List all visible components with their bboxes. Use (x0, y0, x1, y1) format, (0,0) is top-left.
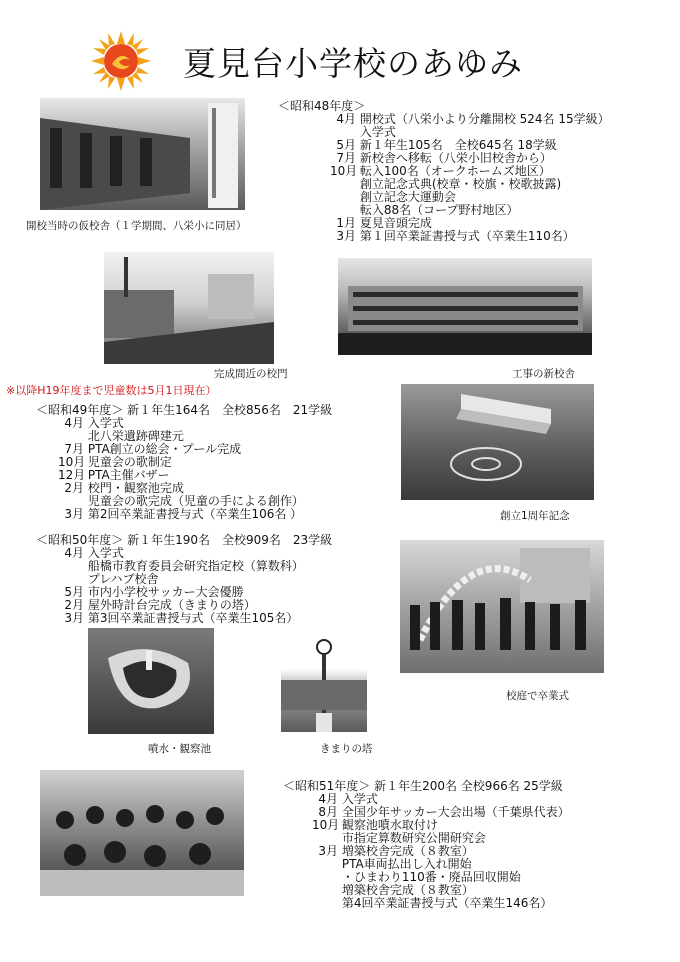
event: 児童会の歌制定 (87, 455, 172, 469)
month: 4月 (64, 546, 84, 560)
month: 5月 (336, 138, 356, 152)
month: 3月 (318, 844, 338, 858)
month: 2月 (64, 598, 84, 612)
event: 新校舎へ移転（八栄小旧校舎から） (359, 151, 552, 165)
event: 入学式 (87, 546, 124, 560)
month: 7月 (336, 151, 356, 165)
event: 夏見音頭完成 (359, 216, 432, 230)
event: 入学式 (87, 416, 124, 430)
caption-fountain-pond: 噴水・観察池 (148, 743, 211, 755)
photo-rules-tower (281, 635, 367, 732)
event: 市内小学校サッカー大会優勝 (87, 585, 244, 599)
month: 5月 (64, 585, 84, 599)
photo-construction (338, 258, 592, 355)
month: 3月 (64, 611, 84, 625)
event: 観察池噴水取付け (341, 818, 438, 832)
timeline-row (330, 230, 575, 243)
month: 1月 (336, 216, 356, 230)
photo-classroom (40, 770, 244, 896)
month: 10月 (312, 818, 340, 832)
event: 市指定算数研究公開研究会 (341, 831, 486, 845)
month: 3月 (336, 229, 356, 243)
caption-temporary-building: 開校当時の仮校舎（１学期間、八栄小に同居） (26, 220, 247, 232)
event: 全国少年サッカー大会出場（千葉県代表） (341, 805, 570, 819)
month: 4月 (336, 112, 356, 126)
photo-school-gate (104, 252, 274, 364)
s48-header-text: ＜昭和48年度＞ (278, 99, 366, 113)
event: 北八栄遺跡碑建元 (87, 429, 184, 443)
photo-graduation-schoolyard (400, 540, 604, 673)
month: 10月 (58, 455, 86, 469)
event: 増築校舎完成（８教室） (341, 844, 474, 858)
event: PTA創立の総会・プール完成 (87, 442, 242, 456)
timeline-row (58, 508, 302, 521)
photo-temporary-building (40, 98, 245, 210)
s51-header-text: ＜昭和51年度＞ 新１年生200名 全校966名 25学級 (283, 779, 563, 793)
event: 増築校舎完成（８教室） (341, 883, 474, 897)
event: 創立記念大運動会 (359, 190, 456, 204)
photo-first-anniversary (401, 384, 594, 500)
event: 第2回卒業証書授与式（卒業生106名 ） (87, 507, 303, 521)
event: 転入88名（コープ野村地区） (359, 203, 519, 217)
month: 4月 (318, 792, 338, 806)
caption-first-anniversary: 創立1周年記念 (500, 510, 570, 522)
event: ・ひまわり110番・廃品回収開始 (341, 870, 521, 884)
event: 第3回卒業証書授与式（卒業生105名） (87, 611, 299, 625)
s49-header-text: ＜昭和49年度＞ 新１年生164名 全校856名 21学級 (36, 403, 333, 417)
event: 校門・観察池完成 (87, 481, 184, 495)
month: 7月 (64, 442, 84, 456)
event: 新１年生105名 全校645名 18学級 (359, 138, 557, 152)
month: 3月 (64, 507, 84, 521)
event: PTA主催バザー (87, 468, 170, 482)
month: 4月 (64, 416, 84, 430)
event: 船橋市教育委員会研究指定校（算数科） (87, 559, 304, 573)
enrollment-note: ※以降H19年度まで児童数は5月1日現在） (6, 384, 217, 397)
timeline-row (312, 897, 552, 910)
month: 2月 (64, 481, 84, 495)
event: 第4回卒業証書授与式（卒業生146名） (341, 896, 553, 910)
caption-graduation-schoolyard: 校庭で卒業式 (506, 690, 569, 702)
month: 12月 (58, 468, 86, 482)
event: 転入100名（オークホームズ地区） (359, 164, 551, 178)
event: 入学式 (359, 125, 396, 139)
month: 8月 (318, 805, 338, 819)
photo-fountain-pond (88, 628, 214, 734)
timeline-row (58, 612, 298, 625)
month: 10月 (330, 164, 358, 178)
event: PTA車両払出し入れ開始 (341, 857, 472, 871)
event: プレハブ校舎 (87, 572, 159, 586)
event: 児童会の歌完成（児童の手による創作） (87, 494, 304, 508)
s50-header-text: ＜昭和50年度＞ 新１年生190名 全校909名 23学級 (36, 533, 333, 547)
event: 開校式（八栄小より分離開校 524名 15学級） (359, 112, 610, 126)
caption-school-gate: 完成間近の校門 (214, 368, 288, 380)
caption-rules-tower: きまりの塔 (320, 743, 373, 755)
event: 屋外時計台完成（きまりの塔） (87, 598, 256, 612)
event: 創立記念式典(校章・校旗・校歌披露) (359, 177, 562, 191)
event: 第１回卒業証書授与式（卒業生110名） (359, 229, 575, 243)
school-sun-logo (90, 30, 152, 92)
caption-construction: 工事の新校舎 (512, 368, 575, 380)
event: 入学式 (341, 792, 378, 806)
page-title: 夏見台小学校のあゆみ (183, 44, 523, 83)
